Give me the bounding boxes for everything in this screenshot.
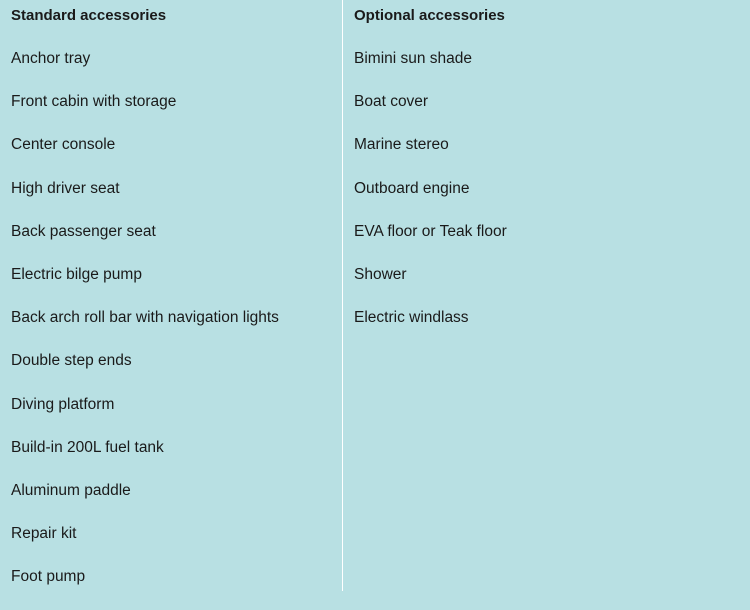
optional-accessories-list — [354, 49, 750, 351]
list-item: Outboard engine — [354, 179, 470, 197]
list-item: Diving platform — [11, 395, 115, 413]
list-item: Boat cover — [354, 93, 429, 111]
list-item: Marine stereo — [354, 136, 449, 154]
list-item: Center console — [11, 136, 116, 154]
list-item: Foot pump — [11, 568, 86, 586]
list-item: Electric bilge pump — [11, 265, 142, 283]
list-item: Bimini sun shade — [354, 50, 473, 67]
list-item: Back passenger seat — [11, 222, 156, 240]
list-item: Anchor tray — [11, 50, 91, 67]
list-item: High driver seat — [11, 179, 120, 197]
standard-accessories-list — [11, 49, 342, 610]
optional-accessories-column — [343, 0, 750, 591]
list-item: Double step ends — [11, 352, 132, 370]
optional-accessories-header: Optional accessories — [354, 7, 505, 24]
list-item: Repair kit — [11, 525, 77, 543]
list-item: Shower — [354, 265, 407, 283]
list-item: Electric windlass — [354, 309, 469, 327]
list-item: Aluminum paddle — [11, 481, 131, 499]
list-item: Back arch roll bar with navigation lights — [11, 309, 279, 327]
list-item: Front cabin with storage — [11, 93, 177, 111]
standard-accessories-header: Standard accessories — [11, 7, 167, 24]
standard-accessories-column — [0, 0, 343, 591]
list-item: Build-in 200L fuel tank — [11, 438, 164, 456]
list-item: EVA floor or Teak floor — [354, 222, 507, 240]
